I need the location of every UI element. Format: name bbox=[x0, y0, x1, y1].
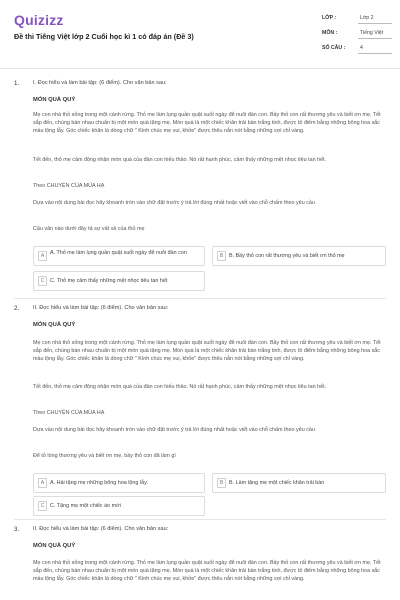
question-number: 1. bbox=[14, 80, 20, 87]
passage-paragraph-1: Mẹ con nhà thỏ sống trong một cánh rừng. Thỏ mẹ làm lụng quần quật suốt ngày để nuôi đàn con. Bầy thỏ con rất thương yêu và biết ơn mẹ. Tết sắp đến, chúng bàn nhau chuẩn bị một món quà tặng mẹ. Món quà là một chiếc khăn trải bàn trắng tinh, được tô điểm bằng những bông hoa sắc màu lộng lẫy. Góc chiếc khăn là dòng chữ " Kính chúc mẹ vui, khỏe" được thêu nắn nót bằng những sợi chỉ vàng. bbox=[33, 112, 381, 135]
question-direction: Dựa vào nội dung bài đọc hãy khoanh tròn vào chữ đặt trước ý trả lời đúng nhất hoặc viết vào chỗ chấm theo yêu cầu bbox=[33, 200, 315, 206]
question-prompt: Câu văn nào dưới đây tả sự vất vả của thỏ mẹ bbox=[33, 226, 145, 232]
option-letter: A bbox=[38, 251, 47, 261]
option-text: B. Bầy thỏ con rất thương yêu và biết ơn thỏ mẹ bbox=[229, 253, 345, 259]
meta-key: LỚP : bbox=[322, 15, 337, 21]
option-a[interactable] bbox=[33, 246, 205, 266]
passage-source: Theo CHUYỆN CỦA MÙA HẠ bbox=[33, 183, 105, 189]
option-text: B. Làm tặng mẹ một chiếc khăn trải bàn bbox=[229, 480, 325, 486]
option-text: C. Tặng mẹ một chiếc áo mới bbox=[50, 503, 121, 509]
question-instruction: II. Đọc hiểu và làm bài tập: (6 điểm). Cho văn bản sau: bbox=[33, 305, 169, 311]
option-a[interactable] bbox=[33, 473, 205, 493]
option-text: A. Thỏ mẹ làm lụng quần quật suốt ngày để nuôi đàn con bbox=[50, 250, 187, 256]
passage-paragraph-1: Mẹ con nhà thỏ sống trong một cánh rừng. Thỏ mẹ làm lụng quần quật suốt ngày để nuôi đàn con. Bầy thỏ con rất thương yêu và biết ơn mẹ. Tết sắp đến, chúng bàn nhau chuẩn bị một món quà tặng mẹ. Món quà là một chiếc khăn trải bàn trắng tinh, được tô điểm bằng những bông hoa sắc màu lộng lẫy. Góc chiếc khăn là dòng chữ " Kính chúc mẹ vui, khỏe" được thêu nắn nót bằng những sợi chỉ vàng. bbox=[33, 560, 381, 583]
passage-paragraph-2: Tết đến, thỏ mẹ cảm động nhận món quà của đàn con hiếu thảo. Nó rất hạnh phúc, cảm thấy những mệt nhọc tiêu tan hết. bbox=[33, 384, 327, 390]
meta-row-grade bbox=[322, 12, 392, 27]
passage-heading: MÓN QUÀ QUÝ bbox=[33, 97, 76, 103]
question-instruction: I. Đọc hiểu và làm bài tập: (6 điểm). Cho văn bản sau: bbox=[33, 80, 167, 86]
quizizz-logo: Quizizz bbox=[14, 12, 64, 28]
meta-underline bbox=[358, 38, 392, 39]
option-letter: A bbox=[38, 478, 47, 488]
option-text: A. Hái tặng mẹ những bông hoa lộng lẫy. bbox=[50, 480, 148, 486]
meta-key: MÔN : bbox=[322, 30, 338, 36]
worksheet-header bbox=[0, 0, 400, 66]
meta-value: Lớp 2 bbox=[360, 15, 374, 21]
question-number: 3. bbox=[14, 526, 20, 533]
meta-underline bbox=[358, 53, 392, 54]
meta-row-subject bbox=[322, 27, 392, 42]
passage-heading: MÓN QUÀ QUÝ bbox=[33, 543, 76, 549]
passage-paragraph-2: Tết đến, thỏ mẹ cảm động nhận món quà của đàn con hiếu thảo. Nó rất hạnh phúc, cảm thấy những mệt nhọc tiêu tan hết. bbox=[33, 157, 327, 163]
passage-paragraph-1: Mẹ con nhà thỏ sống trong một cánh rừng. Thỏ mẹ làm lụng quần quật suốt ngày để nuôi đàn con. Bầy thỏ con rất thương yêu và biết ơn mẹ. Tết sắp đến, chúng bàn nhau chuẩn bị một món quà tặng mẹ. Món quà là một chiếc khăn trải bàn trắng tinh, được tô điểm bằng những bông hoa sắc màu lộng lẫy. Góc chiếc khăn là dòng chữ " Kính chúc mẹ vui, khỏe" được thêu nắn nót bằng những sợi chỉ vàng. bbox=[33, 340, 381, 363]
question-number: 2. bbox=[14, 305, 20, 312]
document-title: Đề thi Tiếng Việt lớp 2 Cuối học kì 1 có đáp án (Đề 3) bbox=[14, 32, 194, 41]
question-prompt: Để tỏ lòng thương yêu và biết ơn mẹ, bầy thỏ con đã làm gì bbox=[33, 453, 176, 459]
option-b[interactable] bbox=[212, 246, 386, 266]
meta-key: SỐ CÂU : bbox=[322, 45, 346, 51]
option-letter: C bbox=[38, 501, 47, 511]
option-letter: C bbox=[38, 276, 47, 286]
question-divider bbox=[14, 298, 386, 299]
question-divider bbox=[14, 519, 386, 520]
meta-value: Tiếng Việt bbox=[360, 30, 384, 36]
option-letter: B bbox=[217, 251, 226, 261]
option-text: C. Thỏ mẹ cảm thấy những mệt nhọc tiêu tan hết bbox=[50, 278, 168, 284]
header-divider bbox=[0, 68, 400, 69]
question-direction: Dựa vào nội dung bài đọc hãy khoanh tròn vào chữ đặt trước ý trả lời đúng nhất hoặc viết vào chỗ chấm theo yêu cầu bbox=[33, 427, 315, 433]
option-b[interactable] bbox=[212, 473, 386, 493]
meta-row-count bbox=[322, 42, 392, 57]
meta-underline bbox=[358, 23, 392, 24]
meta-table bbox=[322, 12, 392, 57]
passage-source: Theo CHUYỆN CỦA MÙA HẠ bbox=[33, 410, 105, 416]
question-instruction: II. Đọc hiểu và làm bài tập: (6 điểm). Cho văn bản sau: bbox=[33, 526, 169, 532]
option-c[interactable] bbox=[33, 496, 205, 516]
passage-heading: MÓN QUÀ QUÝ bbox=[33, 322, 76, 328]
option-letter: B bbox=[217, 478, 226, 488]
option-c[interactable] bbox=[33, 271, 205, 291]
meta-value: 4 bbox=[360, 45, 363, 51]
